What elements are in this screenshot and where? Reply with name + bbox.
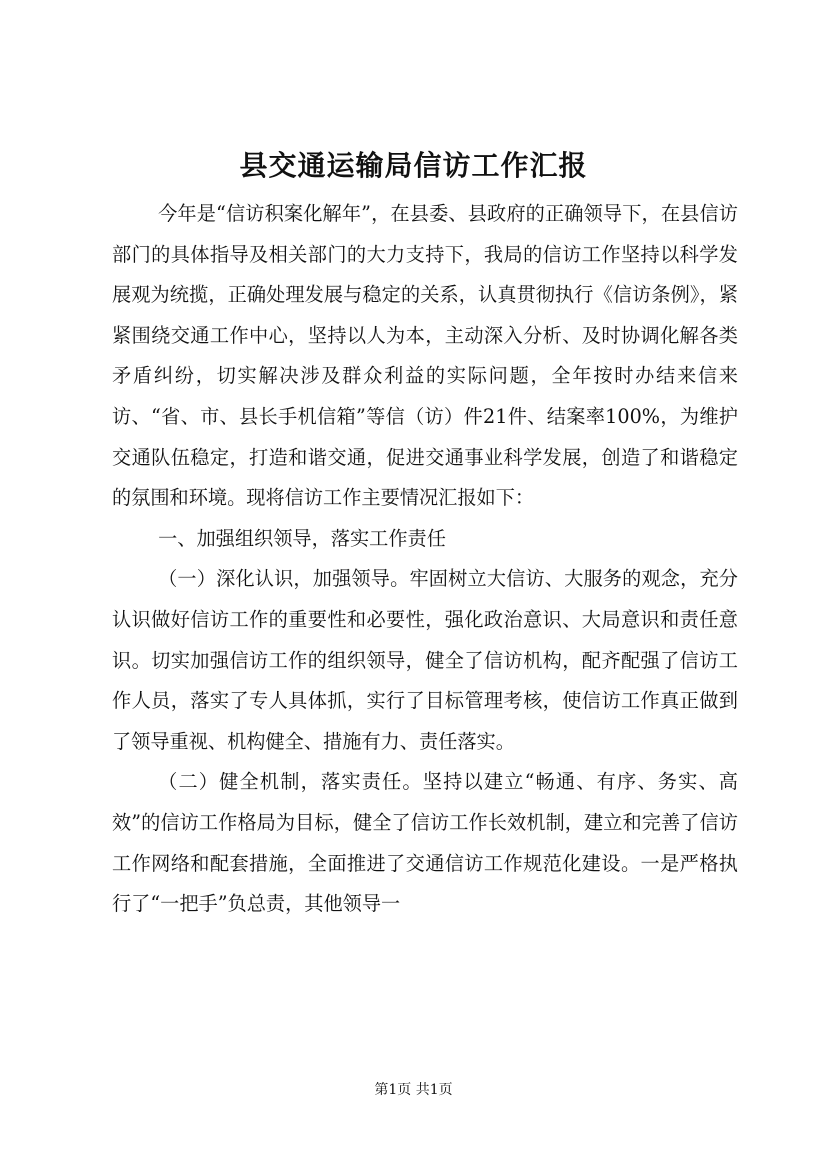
page-footer: 第1页 共1页 — [374, 1082, 453, 1098]
section-heading: 一、加强组织领导，落实工作责任 — [158, 526, 446, 550]
subsection-paragraph: （二）健全机制，落实责任。坚持以建立“畅通、有序、务实、高效”的信访工作格局为目标，健全了信访工作长效机制，建立和完善了信访工作网络和配套措施，全面推进了交通信访工作规范化建设。一是严格执行了“一把手”负总责，其他领导一 — [112, 770, 738, 916]
document-title: 县交通运输局信访工作汇报 — [239, 149, 588, 182]
document-body — [112, 194, 738, 925]
subsection-paragraph: （一）深化认识，加强领导。牢固树立大信访、大服务的观念，充分认识做好信访工作的重要性和必要性，强化政治意识、大局意识和责任意识。切实加强信访工作的组织领导，健全了信访机构，配齐配强了信访工作人员，落实了专人具体抓，实行了目标管理考核，使信访工作真正做到了领导重视、机构健全、措施有力、责任落实。 — [112, 567, 738, 753]
intro-paragraph: 今年是“信访积案化解年”，在县委、县政府的正确领导下，在县信访部门的具体指导及相关部门的大力支持下，我局的信访工作坚持以科学发展观为统揽，正确处理发展与稳定的关系，认真贯彻执行《信访条例》，紧紧围绕交通工作中心，坚持以人为本，主动深入分析、及时协调化解各类矛盾纠纷，切实解决涉及群众利益的实际问题，全年按时办结来信来访、“省、市、县长手机信箱”等信（访）件21件、结案率100%，为维护交通队伍稳定，打造和谐交通，促进交通事业科学发展，创造了和谐稳定的氛围和环境。现将信访工作主要情况汇报如下： — [112, 202, 738, 510]
